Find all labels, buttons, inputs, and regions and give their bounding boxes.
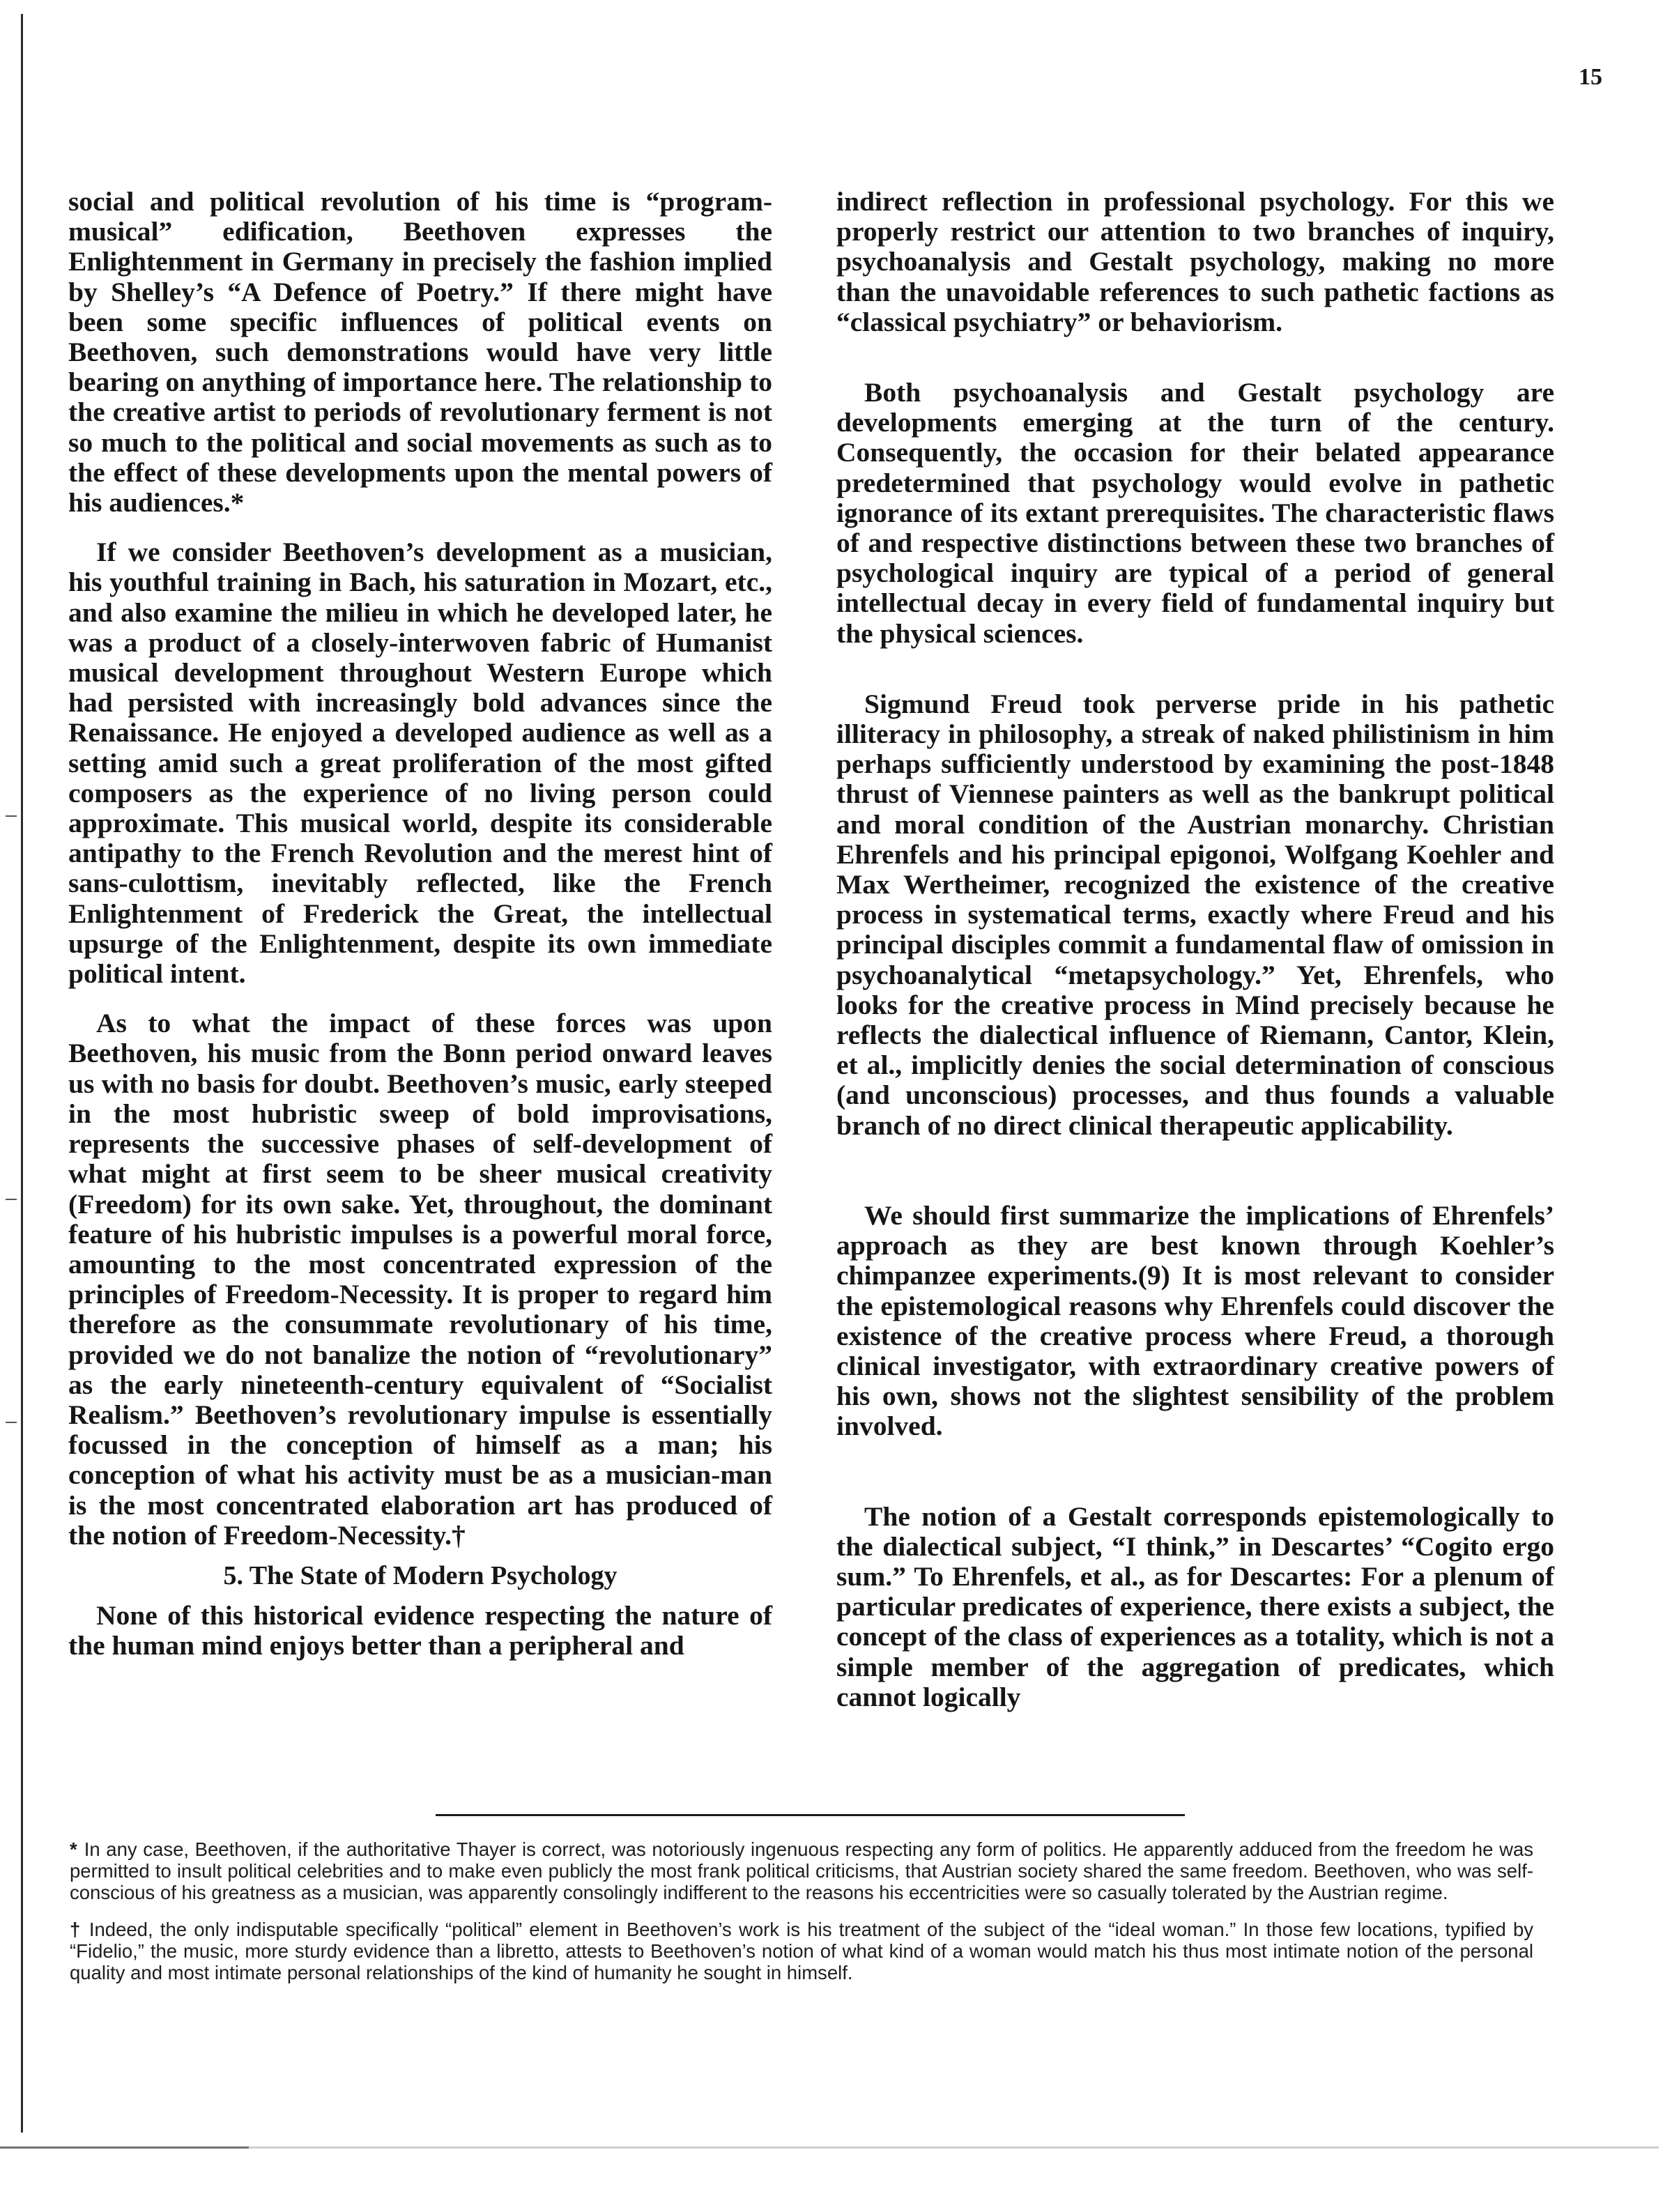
footnote-1 [70,1838,1533,1903]
footnote-separator [436,1814,1185,1816]
footnote-text: Indeed, the only indisputable specifically “political” element in Beethoven’s work is his treatment of the subject of the “ideal woman.” In those few locations, typified by “Fidelio,” the music, more sturdy evidence than a libretto, attests to Beethoven’s notion of what kind of a woman would match his thus most intimate notion of the personal quality and most intimate personal relationships of the kind of humanity he sought in himself. [70,1919,1533,1983]
binding-tick-mark [6,1199,17,1200]
emphasis-gestalt: Gestalt [1067,1500,1152,1532]
emphasis-concept: concept [836,1621,927,1652]
right-paragraph-5 [836,1502,1554,1712]
binding-tick-mark [6,815,17,817]
section-heading: 5. The State of Modern Psychology [223,1560,618,1590]
paragraph-text: of the class of experiences as a totality, which is not a simple member of the aggregation of predicates, which cannot logically [836,1621,1554,1712]
left-paragraph-2: If we consider Beethoven’s development as a musician, his youthful training in Bach, his saturation in Mozart, etc., and also examine the milieu in which he developed later, he was a product of a closely-interwoven fabric of Humanist musical development throughout Western Europe which had persisted with increasingly bold advances since the Renaissance. He enjoyed a developed audience as well as a setting amid such a great proliferation of the most gifted composers as the experience of no living person could approximate. This musical world, despite its considerable antipathy to the French Revolution and the merest hint of sans-culottism, inevitably reflected, like the French Enlightenment of Frederick the Great, the intellectual upsurge of the Enlightenment, despite its own immediate political intent. [68,537,772,990]
left-column [68,187,772,1661]
footnote-2 [70,1919,1533,1983]
page-number: 15 [1579,64,1602,90]
binding-tick-mark [6,1422,17,1423]
paragraph-text: The notion of a [864,1500,1068,1532]
right-paragraph-1: indirect reflection in professional psychology. For this we properly restrict our attention to two branches of inquiry, psychoanalysis and Gestalt psychology, making no more than the unavoidable references to such pathetic factions as “classical psychiatry” or behaviorism. [836,186,1554,337]
right-paragraph-4: We should first summarize the implications of Ehrenfels’ approach as they are best known through Koehler’s chimpanzee experiments.(9) It is most relevant to consider the epistemological reasons why Ehrenfels could discover the existence of the creative process where Freud, a thorough clinical investigator, with extraordinary creative powers of his own, shows not the slightest sensibility of the problem involved. [836,1199,1554,1442]
left-paragraph-1: social and political revolution of his time is “program-musical” edification, Beethoven expresses the Enlightenment in Germany in precisely the fashion implied by Shelley’s “A Defence of Poetry.” If there might have been some specific influences of political events on Beethoven, such demonstrations would have very little bearing on anything of importance here. The relationship to the creative artist to periods of revolutionary ferment is not so much to the political and social movements as such as to the effect of these developments upon the mental powers of his audiences.* [68,186,772,519]
page-bottom-edge [0,2146,1659,2149]
footnote-marker: * [70,1838,77,1860]
left-paragraph-4: None of this historical evidence respecting the nature of the human mind enjoys better than a peripheral and [68,1599,772,1661]
paragraph-text: corresponds epistemologically to the dialectical subject, “I think,” in Descartes’ “Cogito ergo sum.” To Ehrenfels, et al., as for Descartes: For a plenum of particular predicates of experience, there exists a subject, the [836,1500,1554,1622]
footnote-marker: † [70,1919,82,1940]
right-paragraph-3: Sigmund Freud took perverse pride in his pathetic illiteracy in philosophy, a streak of naked philistinism in him perhaps sufficiently understood by examining the post-1848 thrust of Viennese painters as well as the bankrupt political and moral condition of the Austrian monarchy. Christian Ehrenfels and his principal epigonoi, Wolfgang Koehler and Max Wertheimer, recognized the existence of the creative process in systematical terms, exactly where Freud and his principal disciples commit a fundamental flaw of omission in psychoanalytical “metapsychology.” Yet, Ehrenfels, who looks for the creative process in Mind precisely because he reflects the dialectical influence of Riemann, Cantor, Klein, et al., implicitly denies the social determination of conscious (and unconscious) processes, and thus founds a valuable branch of no direct clinical therapeutic applicability. [836,688,1554,1141]
left-paragraph-3: As to what the impact of these forces was upon Beethoven, his music from the Bonn period onward leaves us with no basis for doubt. Beethoven’s music, early steeped in the most hubristic sweep of bold improvisations, represents the successive phases of self-development of what might at first seem to be sheer musical creativity (Freedom) for its own sake. Yet, throughout, the dominant feature of his hubristic impulses is a powerful moral force, amounting to the most concentrated expression of the principles of Freedom-Necessity. It is proper to regard him therefore as the consummate revolutionary of his time, provided we do not banalize the notion of “revolutionary” as the early nineteenth-century equivalent of “Socialist Realism.” Beethoven’s revolutionary impulse is essentially focussed in the conception of himself as a man; his conception of what his activity must be as a musician-man is the most concentrated elaboration art has produced of the notion of Freedom-Necessity.† [68,1008,772,1551]
right-column [836,187,1554,1712]
footnote-text: In any case, Beethoven, if the authoritative Thayer is correct, was notoriously ingenuous respecting any form of politics. He apparently adduced from the freedom he was permitted to insult political celebrities and to make even publicly the most frank political criticisms, that Austrian society shared the same freedom. Beethoven, who was self-conscious of his greatness as a musician, was apparently consolingly indifferent to the reasons his eccentricities were so casually tolerated by the Austrian regime. [70,1838,1533,1903]
right-paragraph-2: Both psychoanalysis and Gestalt psychology are developments emerging at the turn of the century. Consequently, the occasion for their belated appearance predetermined that psychology would evolve in pathetic ignorance of its extant prerequisites. The characteristic flaws of and respective distinctions between these two branches of psychological inquiry are typical of a period of general intellectual decay in every field of fundamental inquiry but the physical sciences. [836,377,1554,649]
binding-margin-line [21,14,23,2133]
footnotes [70,1838,1533,1999]
